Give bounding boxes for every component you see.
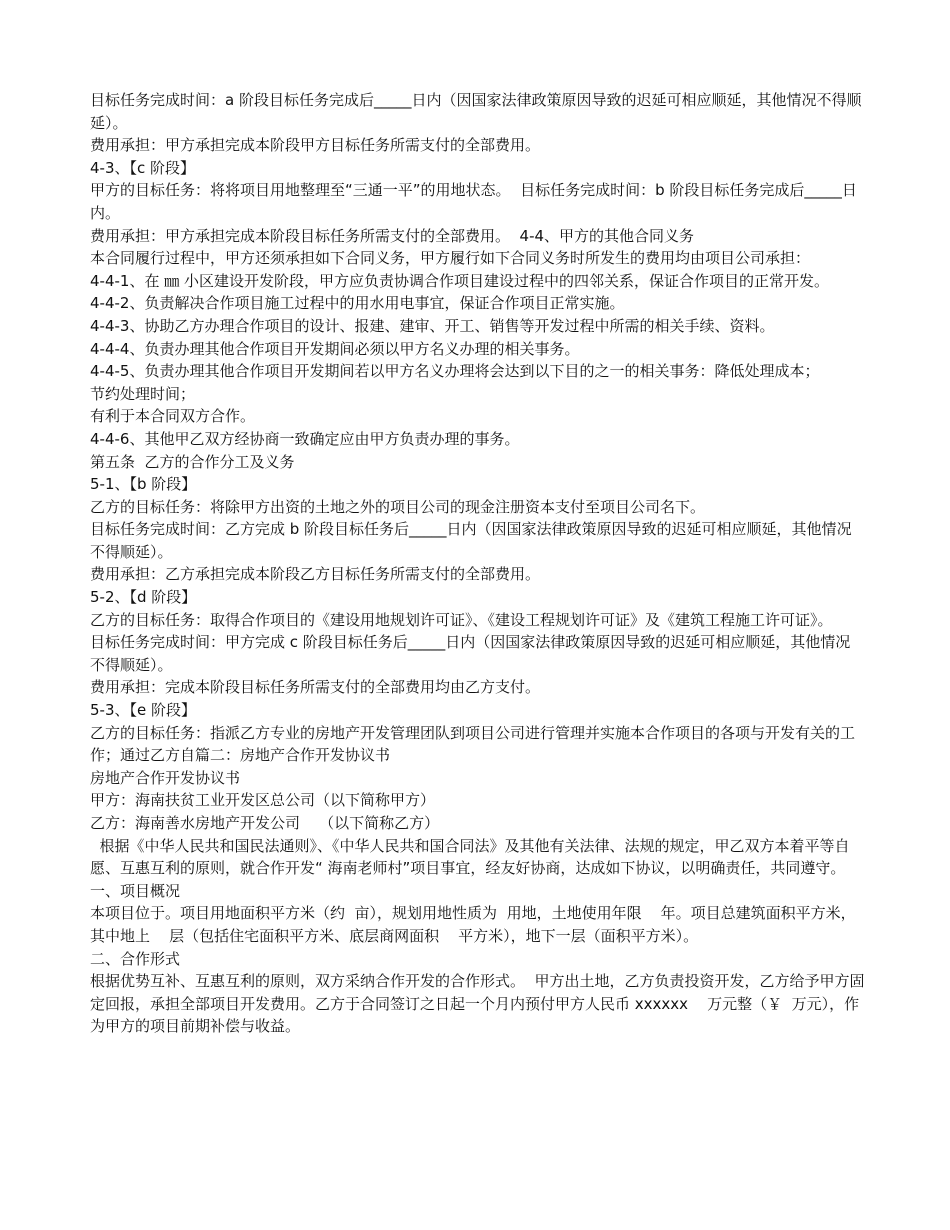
paragraph-party-a-cost: 费用承担：甲方承担完成本阶段甲方目标任务所需支付的全部费用。	[90, 136, 541, 155]
clause-4-4-1: 4-4-1、在 ㎜ 小区建设开发阶段，甲方应负责协调合作项目建设过程中的四邻关系，保证合作项目的正常开发。	[90, 271, 829, 290]
agreement-title: 房地产合作开发协议书	[90, 768, 241, 787]
paragraph-party-b-target-d: 乙方的目标任务：取得合作项目的《建设用地规划许可证》、《建设工程规划许可证》及《建筑工程施工许可证》。	[90, 610, 833, 629]
clause-4-4-5: 4-4-5、负责办理其他合作项目开发期间若以甲方名义办理将会达到以下目的之一的相关事务：降低处理成本；	[90, 362, 820, 381]
section-heading-5-3: 5-3、【e 阶段】	[90, 701, 196, 720]
paragraph-party-b-deadline-d: 目标任务完成时间：甲方完成 c 阶段目标任务后_____日内（因国家法律政策原因导致的迟延可相应顺延，其他情况不得顺延）。	[90, 633, 851, 674]
paragraph-party-b-cost-b: 费用承担：乙方承担完成本阶段乙方目标任务所需支付的全部费用。	[90, 565, 541, 584]
clause-4-4-5-item-cooperation: 有利于本合同双方合作。	[90, 407, 256, 426]
agreement-preamble: 根据《中华人民共和国民法通则》、《中华人民共和国合同法》及其他有关法律、法规的规定，甲乙双方本着平等自愿、互惠互利的原则，就合作开发“ 海南老师村”项目事宜，经友好协商，达成如下协议，以明确责任，共同遵守。	[90, 836, 850, 878]
clause-4-4-6: 4-4-6、其他甲乙双方经协商一致确定应由甲方负责办理的事务。	[90, 429, 520, 448]
clause-4-4-2: 4-4-2、负责解决合作项目施工过程中的用水用电事宜，保证合作项目正常实施。	[90, 294, 625, 313]
paragraph-party-b-deadline-b: 目标任务完成时间：乙方完成 b 阶段目标任务后_____日内（因国家法律政策原因导致的迟延可相应顺延，其他情况不得顺延）。	[90, 520, 852, 561]
article-5-heading: 第五条 乙方的合作分工及义务	[90, 452, 295, 471]
clause-4-4-5-item-time: 节约处理时间；	[90, 384, 196, 403]
paragraph-party-b-target-e: 乙方的目标任务：指派乙方专业的房地产开发管理团队到项目公司进行管理并实施本合作项目的各项与开发有关的工作；通过乙方自篇二：房地产合作开发协议书	[90, 723, 856, 765]
section-heading-5-1: 5-1、【b 阶段】	[90, 475, 197, 494]
party-b-line: 乙方：海南善水房地产开发公司 （以下简称乙方）	[90, 814, 440, 832]
paragraph-contract-obligations: 本合同履行过程中，甲方还须承担如下合同义务，甲方履行如下合同义务时所发生的费用均由项目公司承担：	[90, 249, 811, 268]
paragraph-party-b-target-b: 乙方的目标任务：将除甲方出资的土地之外的项目公司的现金注册资本支付至项目公司名下。	[90, 497, 706, 516]
paragraph-cooperation-form: 根据优势互补、互惠互利的原则，双方采纳合作开发的合作形式。 甲方出土地，乙方负责投资开发，乙方给予甲方固定回报，承担全部项目开发费用。乙方于合同签订之日起一个月内预付甲方人民币 xxxxxx 万元整（￥ 万元），作为甲方的项目前期补偿与收益。	[90, 972, 865, 1036]
paragraph-party-a-target-c: 甲方的目标任务：将将项目用地整理至“三通一平”的用地状态。 目标任务完成时间：b 阶段目标任务完成后_____日内。	[90, 181, 857, 222]
paragraph-project-overview: 本项目位于。项目用地面积平方米（约 亩），规划用地性质为 用地，土地使用年限 年。项目总建筑面积平方米，其中地上 层（包括住宅面积平方米、底层商网面积 平方米），地下一层（面积平方米）。	[90, 904, 856, 945]
party-a-line: 甲方：海南扶贫工业开发区总公司（以下简称甲方）	[90, 791, 436, 810]
section-heading-project-overview: 一、项目概况	[90, 881, 181, 900]
clause-4-4-3: 4-4-3、协助乙方办理合作项目的设计、报建、建审、开工、销售等开发过程中所需的相关手续、资料。	[90, 316, 775, 335]
clause-4-4-4: 4-4-4、负责办理其他合作项目开发期间必须以甲方名义办理的相关事务。	[90, 339, 580, 358]
paragraph-stage-a-deadline: 目标任务完成时间：a 阶段目标任务完成后_____日内（因国家法律政策原因导致的迟延可相应顺延，其他情况不得顺延）。	[90, 91, 862, 132]
section-heading-5-2: 5-2、【d 阶段】	[90, 588, 197, 607]
document-page	[90, 89, 865, 1038]
section-heading-cooperation-form: 二、合作形式	[90, 949, 181, 968]
paragraph-party-b-cost-d: 费用承担：完成本阶段目标任务所需支付的全部费用均由乙方支付。	[90, 678, 541, 697]
paragraph-party-a-cost-c: 费用承担：甲方承担完成本阶段目标任务所需支付的全部费用。 4-4、甲方的其他合同义务	[90, 226, 695, 245]
section-heading-4-3: 4-3、【c 阶段】	[90, 158, 196, 177]
